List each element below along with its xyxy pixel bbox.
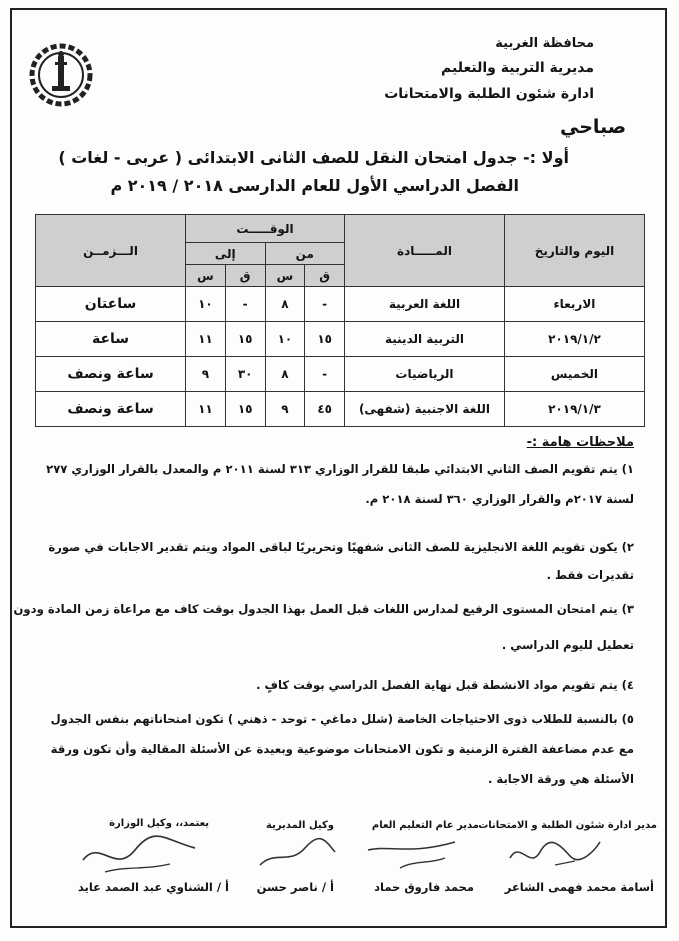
- table-row: [36, 357, 645, 392]
- signature-name: محمد فاروق حماد: [374, 880, 474, 894]
- signature-name: أ / ناصر حسن: [256, 880, 334, 894]
- cell-from-min: -: [305, 357, 345, 392]
- table-row: [36, 322, 645, 357]
- cell-from-min: -: [305, 287, 345, 322]
- cell-duration: ساعة: [36, 322, 186, 357]
- cell-to-hour: ٩: [186, 357, 226, 392]
- cell-from-hour: ٨: [265, 357, 305, 392]
- cell-from-min: ١٥: [305, 322, 345, 357]
- cell-to-hour: ١٠: [186, 287, 226, 322]
- signature-scribble-icon: [360, 830, 470, 875]
- note-2-line-1: ٢) يكون تقويم اللغة الانجليزية للصف الثانى شفهيًا وتحريريًا لباقى المواد ويتم تقدير الاجابات في صورة: [48, 540, 634, 554]
- header-to-minutes: ق: [225, 265, 265, 287]
- header-to-hours: س: [186, 265, 226, 287]
- signature-scribble-icon: [75, 830, 205, 880]
- cell-subject: اللغة الاجنبية (شفهى): [345, 392, 505, 427]
- signature-name: أ / الشناوي عبد الصمد عايد: [77, 880, 229, 894]
- table-row: [36, 392, 645, 427]
- cell-subject: الرياضيات: [345, 357, 505, 392]
- notes-title: ملاحظات هامة :-: [526, 435, 634, 450]
- ministry-gear-logo-icon: [28, 42, 94, 108]
- header-duration: الـــزمــن: [36, 215, 186, 287]
- cell-duration: ساعتان: [36, 287, 186, 322]
- note-1-line-2: لسنة ٢٠١٧م والقرار الوزاري ٣٦٠ لسنة ٢٠١٨ م.: [365, 492, 634, 506]
- table-row: [36, 287, 645, 322]
- cell-day: ٢٠١٩/١/٣: [504, 392, 644, 427]
- cell-day: الخميس: [504, 357, 644, 392]
- cell-from-min: ٤٥: [305, 392, 345, 427]
- cell-from-hour: ٨: [265, 287, 305, 322]
- schedule-title: أولا :- جدول امتحان النقل للصف الثانى الابتدائى ( عربى - لغات ): [58, 148, 569, 167]
- governorate: محافظة الغربية: [495, 36, 594, 51]
- signature-scribble-icon: [500, 830, 610, 875]
- note-1-line-1: ١) يتم تقويم الصف الثاني الابتدائي طبقا للقرار الوزاري ٣١٣ لسنة ٢٠١١ م والمعدل بالقرار الوزاري ٢٧٧: [46, 462, 634, 476]
- header-time: الوقـــــت: [186, 215, 345, 243]
- signature-title: مدير عام التعليم العام: [371, 820, 479, 831]
- note-2-line-2: تقديرات فقط .: [546, 568, 634, 582]
- signature-scribble-icon: [255, 830, 340, 875]
- department: ادارة شئون الطلبة والامتحانات: [384, 86, 594, 102]
- cell-to-min: ١٥: [225, 392, 265, 427]
- header-to: إلى: [186, 243, 265, 265]
- signature-name: أسامة محمد فهمى الشاعر: [504, 880, 654, 894]
- cell-subject: التربية الدينية: [345, 322, 505, 357]
- cell-subject: اللغة العربية: [345, 287, 505, 322]
- cell-duration: ساعة ونصف: [36, 357, 186, 392]
- cell-from-hour: ١٠: [265, 322, 305, 357]
- cell-to-min: ١٥: [225, 322, 265, 357]
- note-4-line-1: ٤) يتم تقويم مواد الانشطة قبل نهاية الفصل الدراسي بوقت كافٍ .: [256, 678, 634, 692]
- schedule-subtitle: الفصل الدراسي الأول للعام الدارسى ٢٠١٨ / ٢٠١٩ م: [110, 176, 519, 195]
- header-from: من: [265, 243, 344, 265]
- note-5-line-2: مع عدم مضاعفة الفترة الزمنية و تكون الامتحانات موضوعية وبعيدة عن الأسئلة المقالية وأن تكون ورقة: [50, 742, 634, 756]
- note-5-line-1: ٥) بالنسبة للطلاب ذوى الاحتياجات الخاصة (شلل دماغي - توحد - ذهني ) تكون امتحاناتهم بنفس الجدول: [50, 712, 634, 726]
- directorate: مديرية التربية والتعليم: [441, 60, 594, 76]
- cell-to-min: ٣٠: [225, 357, 265, 392]
- exam-schedule-table: [35, 214, 645, 427]
- signature-title: وكيل المديرية: [266, 820, 334, 831]
- header-subject: المـــــادة: [345, 215, 505, 287]
- cell-day: ٢٠١٩/١/٢: [504, 322, 644, 357]
- cell-from-hour: ٩: [265, 392, 305, 427]
- header-day-date: اليوم والتاريخ: [504, 215, 644, 287]
- note-3-line-2: تعطيل لليوم الدراسي .: [501, 638, 634, 652]
- cell-to-hour: ١١: [186, 322, 226, 357]
- note-3-line-1: ٣) يتم امتحان المستوى الرفيع لمدارس اللغات قبل العمل بهذا الجدول بوقت كاف مع مراعاة زمن المادة ودون: [13, 602, 634, 616]
- cell-day: الاربعاء: [504, 287, 644, 322]
- header-from-minutes: ق: [305, 265, 345, 287]
- header-from-hours: س: [265, 265, 305, 287]
- cell-duration: ساعة ونصف: [36, 392, 186, 427]
- shift-label: صباحي: [560, 116, 627, 138]
- cell-to-min: -: [225, 287, 265, 322]
- signature-title: مدير ادارة شئون الطلبة و الامتحانات: [478, 820, 657, 831]
- note-5-line-3: الأسئلة هي ورقة الاجابة .: [487, 772, 634, 786]
- signature-title: يعتمد،، وكيل الوزارة: [109, 818, 209, 829]
- cell-to-hour: ١١: [186, 392, 226, 427]
